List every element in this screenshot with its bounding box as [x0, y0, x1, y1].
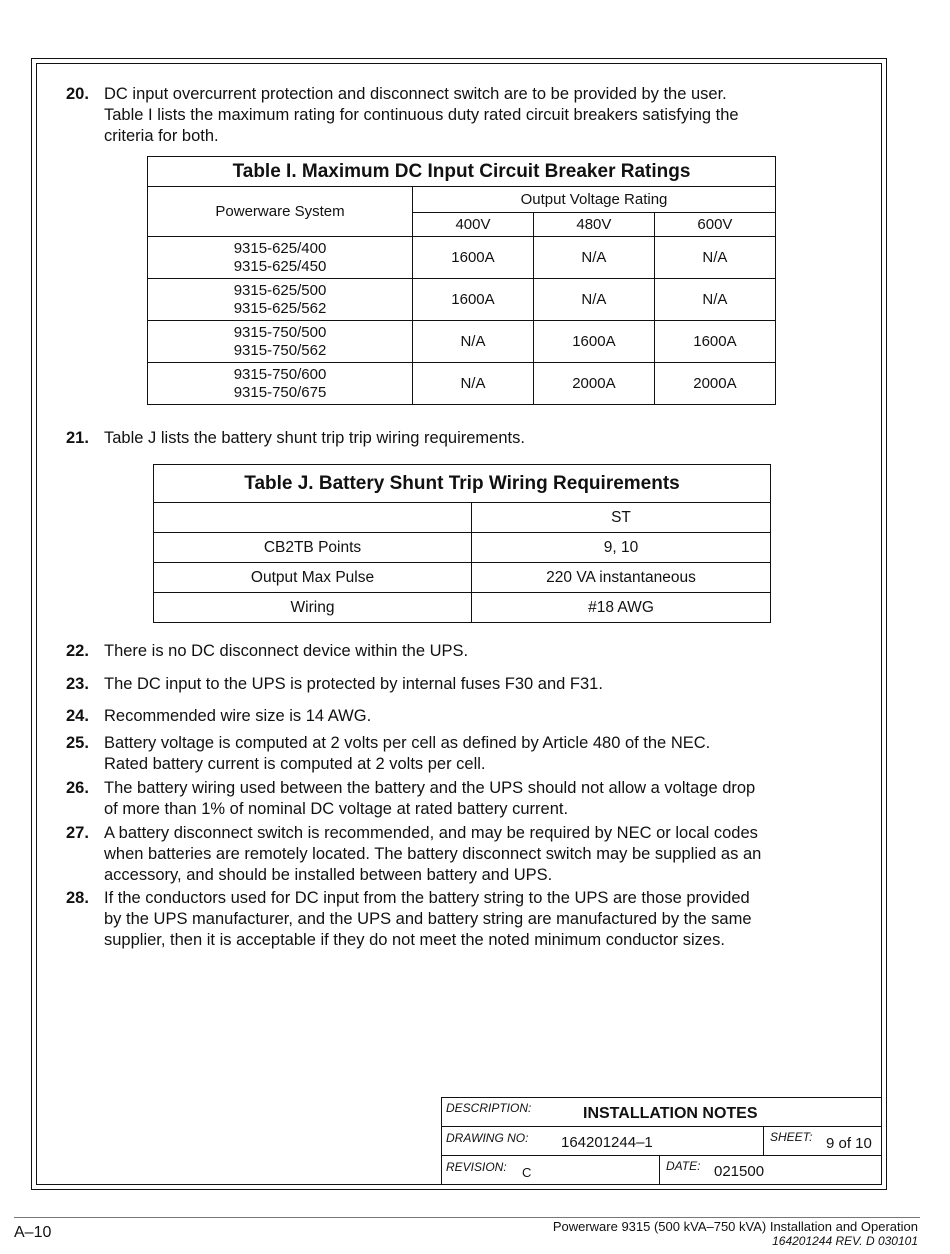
- note-24: [66, 706, 866, 727]
- table-cell: N/A: [533, 237, 654, 279]
- table-i-system-header: Powerware System: [148, 187, 413, 237]
- revision-label: REVISION:: [446, 1160, 507, 1174]
- title-block: [441, 1097, 882, 1185]
- table-i-voltage-header: 400V: [413, 213, 534, 237]
- note-number: 21.: [66, 429, 89, 447]
- divider: [659, 1156, 660, 1184]
- table-cell: N/A: [654, 279, 775, 321]
- table-j-caption: Table J. Battery Shunt Trip Wiring Requirements: [154, 465, 771, 503]
- note-27: [66, 823, 866, 886]
- revision-value: C: [522, 1165, 532, 1180]
- note-line: by the UPS manufacturer, and the UPS and battery string are manufactured by the same: [104, 910, 752, 928]
- table-cell: 1600A: [533, 321, 654, 363]
- note-line: Recommended wire size is 14 AWG.: [104, 707, 372, 725]
- table-row: [154, 533, 771, 563]
- date-label: DATE:: [666, 1159, 701, 1173]
- note-line: The DC input to the UPS is protected by internal fuses F30 and F31.: [104, 675, 603, 693]
- table-row: [154, 563, 771, 593]
- table-j-value: 220 VA instantaneous: [472, 563, 771, 593]
- footer-info: [553, 1220, 918, 1248]
- system-model: 9315-625/500: [233, 281, 327, 299]
- note-28: [66, 888, 866, 951]
- note-line: supplier, then it is acceptable if they do not meet the noted minimum conductor sizes.: [104, 931, 725, 949]
- drawing-no-label: DRAWING NO:: [446, 1131, 529, 1145]
- table-j-label: Output Max Pulse: [154, 563, 472, 593]
- note-line: criteria for both.: [104, 127, 219, 145]
- system-model: 9315-625/450: [233, 257, 327, 275]
- note-line: DC input overcurrent protection and disconnect switch are to be provided by the user.: [104, 85, 727, 103]
- table-cell: N/A: [533, 279, 654, 321]
- note-number: 26.: [66, 779, 89, 797]
- page-number: A–10: [14, 1224, 52, 1241]
- description-label: DESCRIPTION:: [446, 1101, 532, 1115]
- table-cell: N/A: [413, 363, 534, 405]
- table-row: [148, 279, 776, 321]
- table-cell: N/A: [413, 321, 534, 363]
- table-cell: 1600A: [413, 237, 534, 279]
- table-row: [148, 363, 776, 405]
- note-21: [66, 428, 866, 449]
- note-line: The battery wiring used between the battery and the UPS should not allow a voltage drop: [104, 779, 756, 797]
- note-line: Battery voltage is computed at 2 volts per cell as defined by Article 480 of the NEC.: [104, 734, 711, 752]
- note-line: If the conductors used for DC input from the battery string to the UPS are those provided: [104, 889, 750, 907]
- note-line: accessory, and should be installed between battery and UPS.: [104, 866, 553, 884]
- table-i-voltage-header: 600V: [654, 213, 775, 237]
- table-i-system-cell: [148, 321, 413, 363]
- table-j-label: Wiring: [154, 593, 472, 623]
- note-20: [66, 84, 866, 147]
- divider: [763, 1127, 764, 1155]
- title-block-description-row: [442, 1098, 881, 1127]
- title-block-drawing-row: [442, 1127, 881, 1156]
- note-number: 23.: [66, 675, 89, 693]
- table-row: [154, 593, 771, 623]
- table-cell: 1600A: [654, 321, 775, 363]
- table-j: [153, 464, 771, 623]
- footer-rule: [14, 1217, 920, 1218]
- system-model: 9315-625/562: [233, 299, 327, 317]
- system-model: 9315-750/675: [233, 383, 327, 401]
- table-cell: N/A: [654, 237, 775, 279]
- table-cell: 2000A: [533, 363, 654, 405]
- table-i-system-cell: [148, 237, 413, 279]
- table-i-caption: Table I. Maximum DC Input Circuit Breaker Ratings: [148, 157, 776, 187]
- note-number: 22.: [66, 642, 89, 660]
- description-value: INSTALLATION NOTES: [583, 1105, 758, 1122]
- table-cell: 1600A: [413, 279, 534, 321]
- date-value: 021500: [714, 1163, 765, 1180]
- drawing-no-value: 164201244–1: [561, 1134, 653, 1151]
- table-j-empty-header: [154, 503, 472, 533]
- table-j-label: CB2TB Points: [154, 533, 472, 563]
- note-line: when batteries are remotely located. The battery disconnect switch may be supplied as an: [104, 845, 762, 863]
- footer-title: Powerware 9315 (500 kVA–750 kVA) Installation and Operation: [552, 1219, 918, 1234]
- note-number: 27.: [66, 824, 89, 842]
- note-26: [66, 778, 866, 820]
- table-i-system-cell: [148, 363, 413, 405]
- sheet-value: 9 of 10: [826, 1135, 872, 1152]
- note-number: 25.: [66, 734, 89, 752]
- table-cell: 2000A: [654, 363, 775, 405]
- table-row: [148, 321, 776, 363]
- system-model: 9315-750/500: [233, 323, 327, 341]
- table-j-value: 9, 10: [472, 533, 771, 563]
- system-model: 9315-625/400: [233, 239, 327, 257]
- table-j-value: #18 AWG: [472, 593, 771, 623]
- system-model: 9315-750/600: [233, 365, 327, 383]
- table-i-group-header: Output Voltage Rating: [413, 187, 776, 213]
- table-row: [148, 237, 776, 279]
- table-i-voltage-header: 480V: [533, 213, 654, 237]
- note-line: Table I lists the maximum rating for continuous duty rated circuit breakers satisfying the: [104, 106, 739, 124]
- system-model: 9315-750/562: [233, 341, 327, 359]
- note-23: [66, 674, 866, 695]
- table-i: [147, 156, 776, 405]
- note-number: 28.: [66, 889, 89, 907]
- note-line: Rated battery current is computed at 2 volts per cell.: [104, 755, 486, 773]
- note-line: A battery disconnect switch is recommended, and may be required by NEC or local codes: [104, 824, 758, 842]
- footer-doc-number: 164201244 REV. D 030101: [772, 1234, 918, 1248]
- table-j-col-header: ST: [472, 503, 771, 533]
- sheet-label: SHEET:: [770, 1130, 813, 1144]
- note-line: Table J lists the battery shunt trip trip wiring requirements.: [104, 429, 525, 447]
- note-22: [66, 641, 866, 662]
- note-number: 20.: [66, 85, 89, 103]
- note-line: There is no DC disconnect device within the UPS.: [104, 642, 469, 660]
- title-block-revision-row: [442, 1156, 881, 1184]
- table-i-system-cell: [148, 279, 413, 321]
- note-25: [66, 733, 866, 775]
- note-number: 24.: [66, 707, 89, 725]
- note-line: of more than 1% of nominal DC voltage at rated battery current.: [104, 800, 569, 818]
